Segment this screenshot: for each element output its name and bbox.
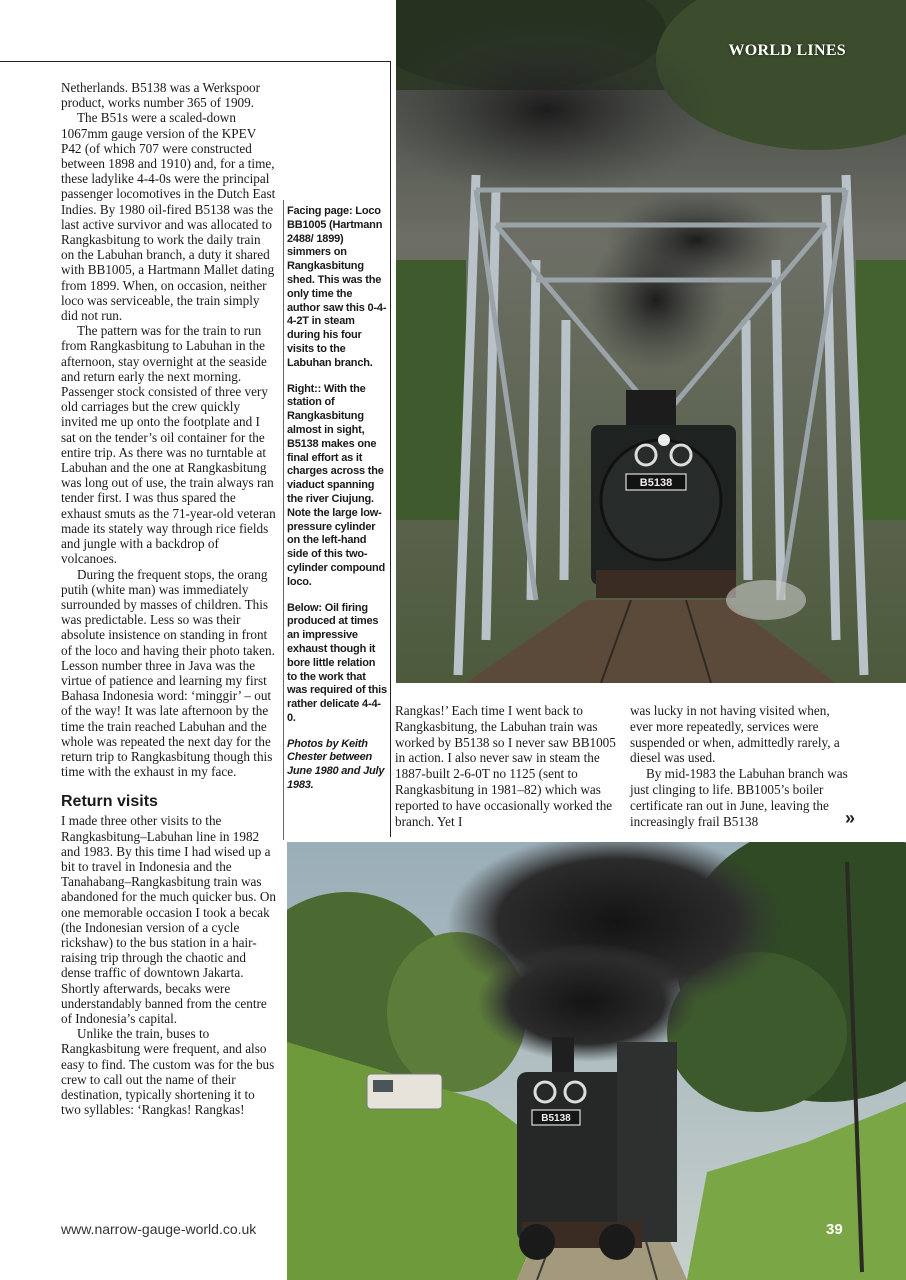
paragraph: Rangkas!’ Each time I went back to Rangkasbitung, the Labuhan train was worked by B5138 so I never saw BB1005 in action. I also never saw in steam the 1887-built 2-6-0T no 1125 (sent to Rangkasbitung in 1981–82) which was reported to have occasionally worked the branch. Yet I: [395, 703, 616, 829]
caption-facing: Facing page: Loco BB1005 (Hartmann 2488/ 1899) simmers on Rangkasbitung shed. This was the only time the author saw this 0-4-4-2T in steam during his four visits to the Labuhan branch.: [287, 205, 387, 369]
photo-viaduct: [396, 0, 906, 683]
section-tag: WORLD LINES: [728, 42, 846, 59]
paragraph: Unlike the train, buses to Rangkasbitung were frequent, and also easy to find. The custom was for the bus crew to call out the name of their destination, typically shortening it to two syllables: ‘Rangkas! Rangkas!: [61, 1026, 275, 1118]
photo-credit: Photos by Keith Chester between June 1980 and July 1983.: [287, 737, 385, 792]
paragraph: Netherlands. B5138 was a Werkspoor product, works number 365 of 1909.: [61, 80, 261, 111]
top-loco-number-plate: B5138: [639, 477, 673, 489]
subheading: Return visits: [61, 793, 158, 811]
paragraph: The pattern was for the train to run from Rangkasbitung to Labuhan in the afternoon, stay overnight at the seaside and return early the next morning. Passenger stock consisted of three very old carriages but the crew quickly invited me up onto the footplate and I sat on the tender’s oil container for the entire trip. As there was no turntable at Labuhan and the one at Rangkasbitung was long out of use, the train always ran tender first. I was thus spared the exhaust smuts as the 71-year-old veteran made its stately way through rice fields and jungle with a backdrop of volcanoes.: [61, 323, 276, 567]
caption-right: Right:: With the station of Rangkasbitung almost in sight, B5138 makes one final effort as it charges across the viaduct spanning the river Ciujung. Note the large low-pressure cylinder on the left-hand side of this two-cylinder compound loco.: [287, 382, 386, 588]
top-rule: [0, 61, 390, 62]
paragraph: was lucky in not having visited when, ever more repeatedly, services were suspended or when, admittedly rarely, a diesel was used.: [630, 703, 840, 766]
vertical-rule: [390, 61, 391, 837]
article-column-b: [395, 703, 620, 829]
photo-captions: [287, 205, 387, 805]
bottom-loco-number-plate: B5138: [541, 1113, 571, 1124]
paragraph: By mid-1983 the Labuhan branch was just clinging to life. BB1005’s boiler certificate ran out in June, leaving the increasingly frail B5138: [630, 766, 848, 829]
paragraph: During the frequent stops, the orang putih (white man) was immediately surrounded by masses of children. This was predictable. Less so was their absolute insistence on standing in front of the loco and having their photo taken. Lesson number three in Java was the virtue of patience and learning my first Bahasa Indonesia word: ‘minggir’ – out of the way! It was late afternoon by the time the train reached Labuhan and the whole was repeated the next day for the return trip to Rangkasbitung though this time with the exhaust in my face.: [61, 566, 275, 780]
page-number: 39: [826, 1221, 843, 1238]
photo-exhaust: [287, 842, 906, 1280]
footer-url[interactable]: www.narrow-gauge-world.co.uk: [61, 1221, 257, 1237]
paragraph: I made three other visits to the Rangkasbitung–Labuhan line in 1982 and 1983. By this time I had wised up a bit to travel in Indonesia and the Tanahabang–Rangkasbitung train was abandoned for the much quicker bus. On one memorable occasion I took a becak (the Indonesian version of a cycle rickshaw) to the bus station in a hair-raising trip through the chaotic and dense traffic of downtown Jakarta. Shortly afterwards, becaks were understandably banned from the centre of Indonesia’s capital.: [61, 813, 276, 1026]
caption-rule: [283, 200, 284, 840]
article-column-c: [630, 703, 855, 829]
article-main-column: [61, 80, 277, 1117]
continue-arrow-icon: »: [845, 808, 856, 828]
caption-below: Below: Oil firing produced at times an impressive exhaust though it bore little relation to the work that was required of this rather delicate 4-4-0.: [287, 601, 387, 724]
paragraph: The B51s were a scaled-down 1067mm gauge version of the KPEV P42 (of which 707 were constructed between 1898 and 1910) and, for a time, these ladylike 4-4-0s were the principal passenger locomotives in the Dutch East Indies. By 1980 oil-fired B5138 was the last active survivor and was allocated to Rangkasbitung to work the daily train on the Labuhan branch, a duty it shared with BB1005, a Hartmann Mallet dating from 1899. When, on occasion, neither loco was serviceable, the train simply did not run.: [61, 110, 276, 324]
